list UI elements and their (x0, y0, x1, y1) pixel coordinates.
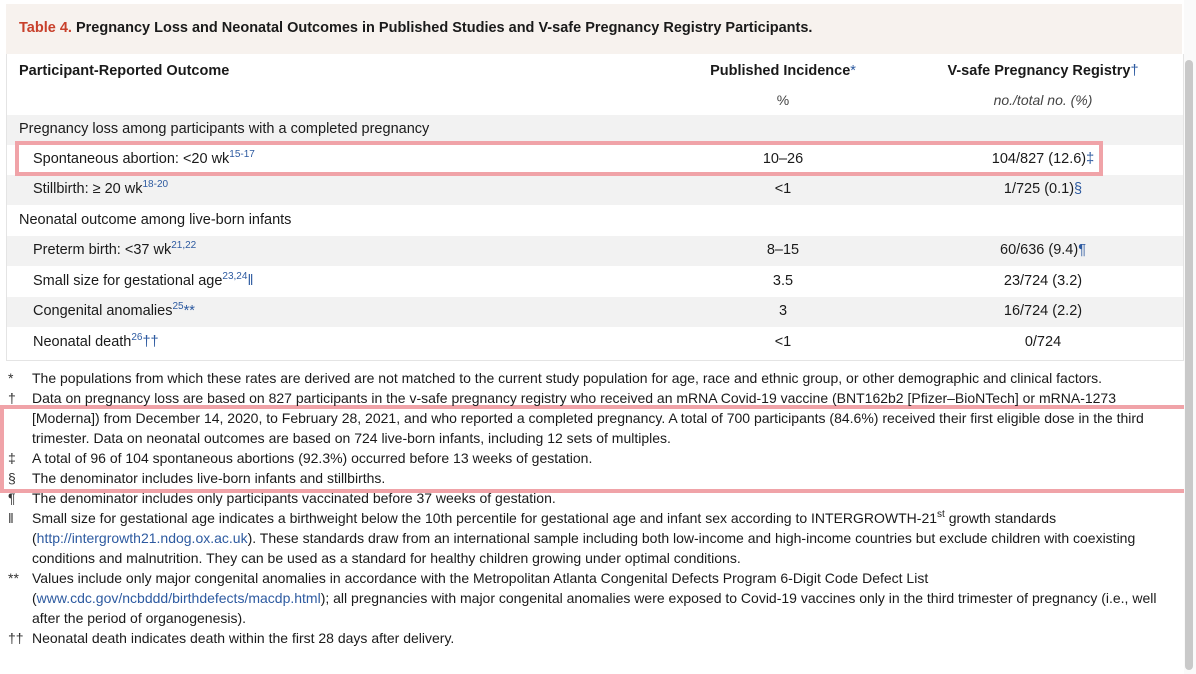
footnotes (6, 368, 1182, 648)
footnote-symbol: †† (8, 630, 24, 646)
registry-footnote-mark[interactable]: § (1074, 181, 1083, 197)
footnote-symbol: † (8, 390, 16, 406)
footnote-symbol: § (8, 470, 16, 486)
incidence-cell: 3 (778, 303, 788, 319)
column-header-registry-label: V-safe Pregnancy Registry (947, 63, 1131, 79)
row-refs[interactable]: 25 (172, 301, 184, 312)
unit-count: no./total no. (%) (993, 92, 1093, 108)
row-refs[interactable]: 26 (131, 332, 143, 343)
footnote-text-part: growth standards ( (32, 510, 1057, 546)
table-row (7, 175, 1183, 205)
section-row (7, 206, 1183, 236)
footnote-item (6, 508, 1182, 568)
registry-footnote-mark[interactable]: ‡ (1086, 151, 1095, 167)
footnote-text: The denominator includes only participants vaccinated before 37 weeks of gestation. (32, 490, 556, 506)
footnote-text-part: ); all pregnancies with major congenital anomalies were exposed to Covid-19 vaccines only in the third trimester of pregnancy (i.e., well after the period of organogenesis). (32, 590, 1157, 626)
registry-value: 60/636 (9.4) (1000, 242, 1079, 258)
row-label-text: Spontaneous abortion: <20 wk (33, 151, 230, 167)
column-header-registry (943, 63, 1143, 79)
incidence-cell: <1 (774, 334, 792, 350)
column-header-published (683, 63, 883, 79)
row-label (33, 303, 195, 319)
registry-value: 0/724 (1024, 334, 1062, 350)
row-label (33, 242, 196, 258)
footnote-text-part: Values include only major congenital anomalies in accordance with the Metropolitan Atlanta Congenital Defects Program 6-Digit Code Defect List ( (32, 570, 929, 606)
table-row (7, 236, 1183, 266)
footnote-text: Neonatal death indicates death within the first 28 days after delivery. (32, 630, 455, 646)
row-label (33, 334, 159, 350)
row-footnote-mark[interactable]: ‖ (247, 273, 254, 289)
registry-cell (943, 334, 1143, 350)
footnote-item (6, 388, 1182, 448)
table-row (7, 297, 1183, 327)
row-label-text: Congenital anomalies (33, 303, 173, 319)
row-label-text: Preterm birth: <37 wk (33, 242, 172, 258)
footnote-text: Data on pregnancy loss are based on 827 participants in the v-safe pregnancy registry who received an mRNA Covid-19 vaccine (BNT162b2 [Pfizer–BioNTech] or mRNA-1273 [Moderna]) from December 14, 2020, to February 28, 2021, and who reported a completed pregnancy. A total of 700 participants (84.6%) received their first eligible dose in the third trimester. Data on neonatal outcomes are based on 724 live-born infants, including 12 sets of multiples. (32, 390, 1144, 446)
section-title: Neonatal outcome among live-born infants (19, 212, 292, 228)
incidence-cell: <1 (774, 181, 792, 197)
row-refs[interactable]: 23,24 (222, 271, 248, 282)
row-label (33, 273, 253, 289)
column-header-published-mark[interactable]: * (850, 63, 856, 79)
table-caption (6, 4, 1182, 54)
scrollbar-thumb[interactable] (1185, 60, 1193, 670)
registry-cell (943, 181, 1143, 197)
registry-value: 16/724 (2.2) (1003, 303, 1083, 319)
footnote-superscript: st (937, 509, 945, 520)
row-refs[interactable]: 15-17 (229, 149, 255, 160)
registry-value: 23/724 (3.2) (1003, 273, 1083, 289)
row-refs[interactable]: 21,22 (171, 240, 197, 251)
registry-cell (943, 242, 1143, 258)
column-header-published-label: Published Incidence (710, 63, 851, 79)
footnote-text: The denominator includes live-born infants and stillbirths. (32, 470, 386, 486)
outcomes-table (6, 54, 1184, 361)
table-title: Pregnancy Loss and Neonatal Outcomes in Published Studies and V-safe Pregnancy Registry Participants. (75, 20, 813, 36)
footnote-text-part: ). These standards draw from an international sample including both low-income and high-income countries but exclude children with coexisting conditions and malnutrition. They can be used as a standard for healthy children growing under optimal conditions. (32, 530, 1136, 566)
column-header-registry-mark[interactable]: † (1130, 63, 1139, 79)
footnote-symbol: ‖ (8, 510, 14, 526)
footnote-text (32, 510, 1135, 566)
row-label-text: Small size for gestational age (33, 273, 223, 289)
footnote-text: A total of 96 of 104 spontaneous abortions (92.3%) occurred before 13 weeks of gestation. (32, 450, 593, 466)
footnote-item (6, 628, 1182, 648)
row-label (33, 181, 168, 197)
table-row (7, 267, 1183, 297)
intergrowth-link[interactable]: http://intergrowth21.ndog.ox.ac.uk (36, 530, 248, 546)
unit-percent: % (776, 92, 790, 108)
incidence-cell: 8–15 (766, 242, 800, 258)
table-row (7, 328, 1183, 358)
footnote-item (6, 568, 1182, 628)
row-footnote-mark[interactable]: ** (183, 303, 195, 319)
registry-cell (943, 273, 1143, 289)
registry-cell (943, 303, 1143, 319)
table-number: Table 4. (19, 20, 72, 36)
registry-value: 1/725 (0.1) (1003, 181, 1075, 197)
footnote-symbol: ‡ (8, 450, 16, 466)
row-label-text: Stillbirth: ≥ 20 wk (33, 181, 143, 197)
footnote-item (6, 448, 1182, 468)
footnote-item (6, 468, 1182, 488)
footnote-text: The populations from which these rates are derived are not matched to the current study population for age, race and ethnic group, or other demographic and clinical factors. (32, 370, 1103, 386)
footnote-text (32, 570, 1156, 626)
registry-value: 104/827 (12.6) (991, 151, 1087, 167)
section-title: Pregnancy loss among participants with a completed pregnancy (19, 121, 430, 137)
footnote-symbol: ¶ (8, 490, 16, 506)
footnote-item (6, 368, 1182, 388)
footnote-text-part: Small size for gestational age indicates a birthweight below the 10th percentile for gestational age and infant sex according to INTERGROWTH-21 (32, 510, 938, 526)
footnote-symbol: ** (8, 570, 19, 586)
column-header-outcome: Participant-Reported Outcome (19, 63, 230, 79)
registry-footnote-mark[interactable]: ¶ (1078, 242, 1086, 258)
incidence-cell: 3.5 (772, 273, 794, 289)
cdc-link[interactable]: www.cdc.gov/ncbddd/birthdefects/macdp.html (36, 590, 321, 606)
row-footnote-mark[interactable]: †† (142, 334, 159, 350)
highlight-box-spontaneous-abortion (15, 141, 1103, 176)
row-label-text: Neonatal death (33, 334, 132, 350)
incidence-cell: 10–26 (762, 151, 804, 167)
footnote-symbol: * (8, 370, 14, 386)
row-refs[interactable]: 18-20 (142, 179, 169, 190)
footnote-item (6, 488, 1182, 508)
